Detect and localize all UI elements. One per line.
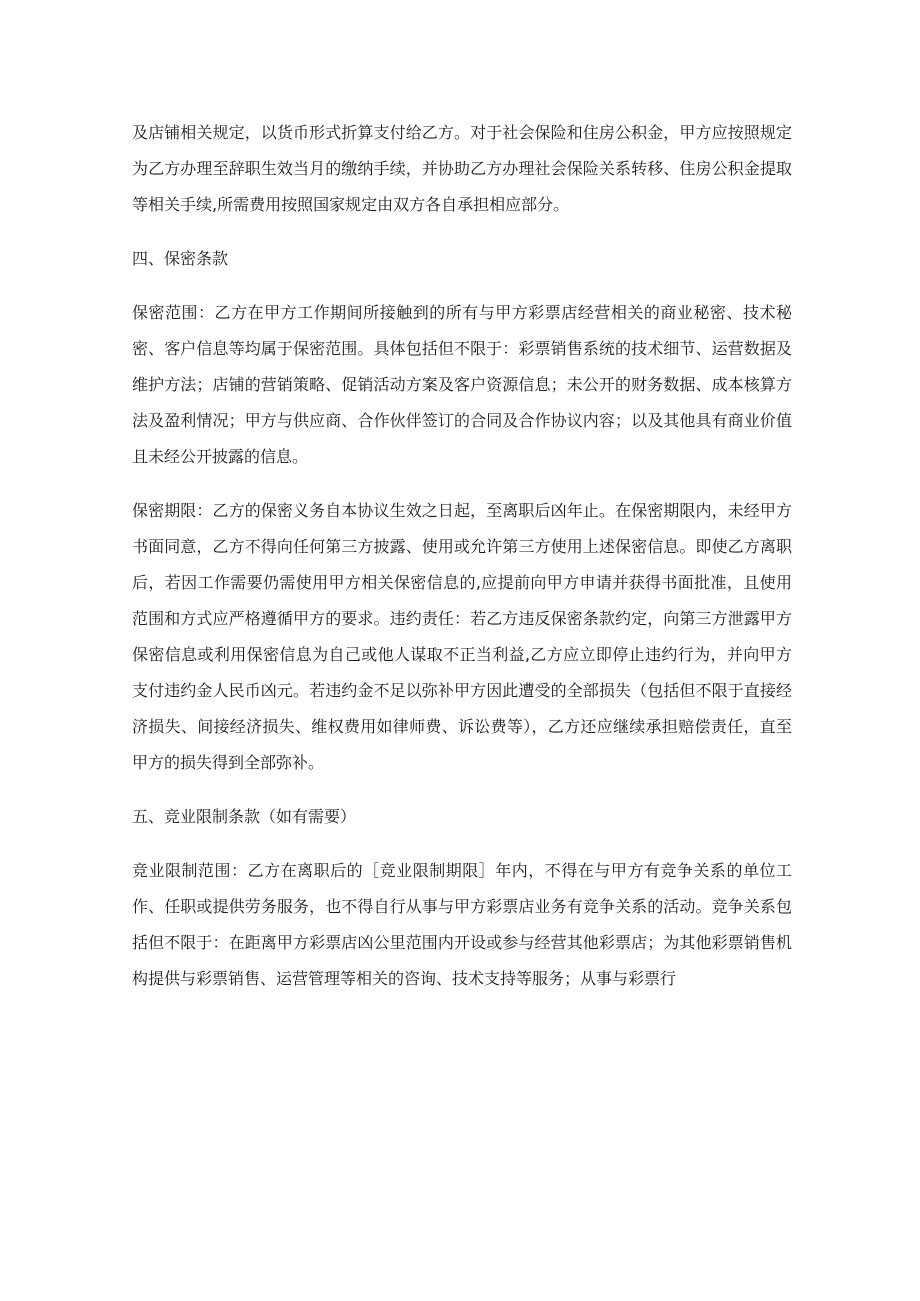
document-body	[132, 115, 792, 1015]
paragraph-social-insurance: 及店铺相关规定，以货币形式折算支付给乙方。对于社会保险和住房公积金，甲方应按照规定为乙方办理至辞职生效当月的缴纳手续，并协助乙方办理社会保险关系转移、住房公积金提取等相关手续,所需费用按照国家规定由双方各自承担相应部分。	[132, 123, 792, 214]
paragraph-confidentiality-scope: 保密范围：乙方在甲方工作期间所接触到的所有与甲方彩票店经营相关的商业秘密、技术秘密、客户信息等均属于保密范围。具体包括但不限于：彩票销售系统的技术细节、运营数据及维护方法；店铺的营销策略、促销活动方案及客户资源信息；未公开的财务数据、成本核算方法及盈利情况；甲方与供应商、合作伙伴签订的合同及合作协议内容；以及其他具有商业价值且未经公开披露的信息。	[132, 303, 792, 466]
section-heading-non-compete: 五、竞业限制条款（如有需要）	[132, 807, 357, 826]
paragraph-confidentiality-term: 保密期限：乙方的保密义务自本协议生效之日起，至离职后凶年止。在保密期限内，未经甲方书面同意，乙方不得向任何第三方披露、使用或允许第三方使用上述保密信息。即使乙方离职后，若因工作需要仍需使用甲方相关保密信息的,应提前向甲方申请并获得书面批准，且使用范围和方式应严格遵循甲方的要求。违约责任：若乙方违反保密条款约定，向第三方泄露甲方保密信息或利用保密信息为自己或他人谋取不正当利益,乙方应立即停止违约行为，并向甲方支付违约金人民币凶元。若违约金不足以弥补甲方因此遭受的全部损失（包括但不限于直接经济损失、间接经济损失、维权费用如律师费、诉讼费等），乙方还应继续承担赔偿责任，直至甲方的损失得到全部弥补。	[132, 501, 792, 772]
paragraph-non-compete-scope: 竞业限制范围：乙方在离职后的［竞业限制期限］年内，不得在与甲方有竞争关系的单位工作、任职或提供劳务服务，也不得自行从事与甲方彩票店业务有竞争关系的活动。竞争关系包括但不限于：在距离甲方彩票店凶公里范围内开设或参与经营其他彩票店；为其他彩票销售机构提供与彩票销售、运营管理等相关的咨询、技术支持等服务；从事与彩票行	[132, 861, 792, 988]
section-heading-confidentiality: 四、保密条款	[132, 249, 229, 268]
